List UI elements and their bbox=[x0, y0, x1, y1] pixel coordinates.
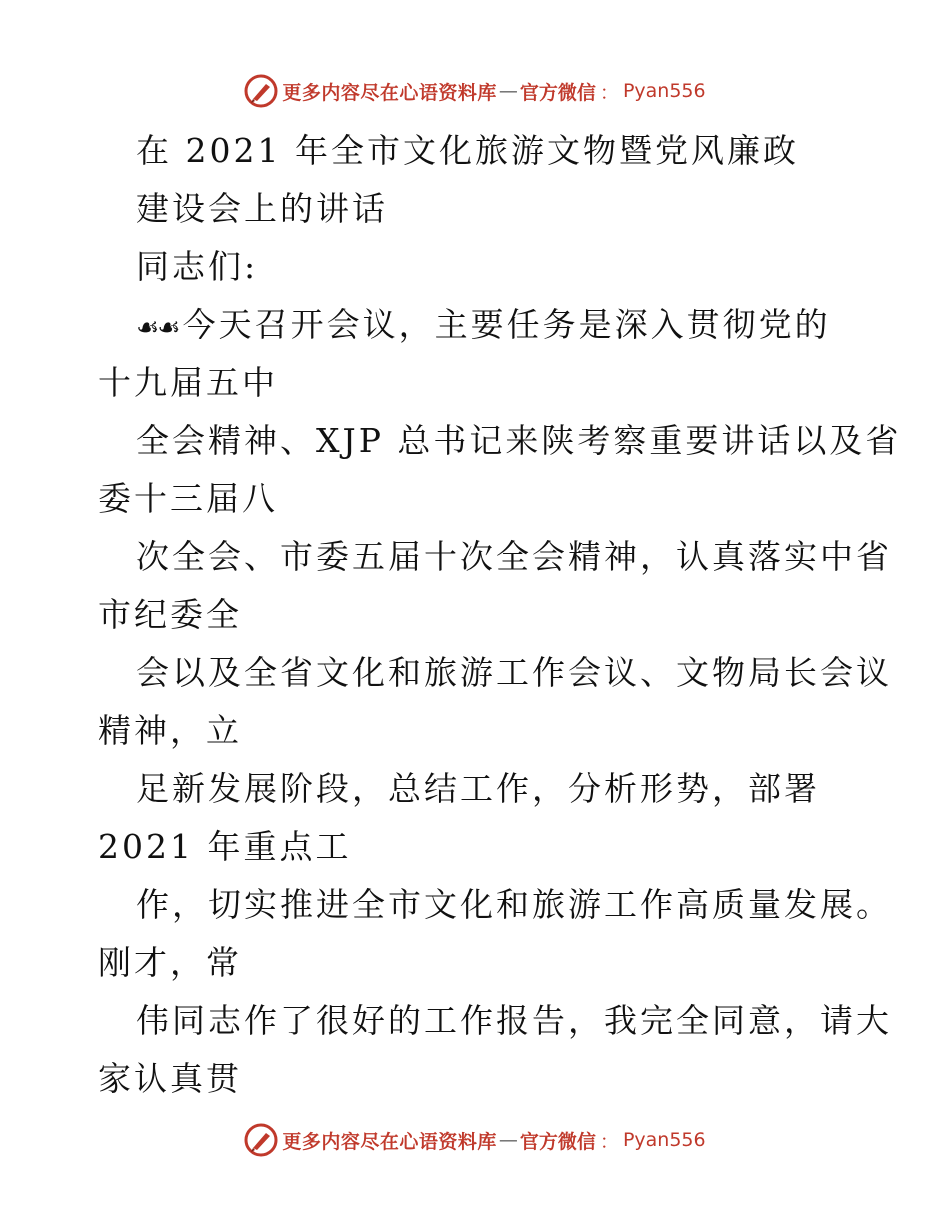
header-watermark-banner bbox=[0, 71, 950, 111]
banner-dash: — bbox=[498, 1129, 518, 1151]
footer-watermark-banner bbox=[0, 1120, 950, 1160]
banner-contact-label: 官方微信 bbox=[519, 1130, 596, 1153]
paragraph-line: 家认真贯 bbox=[98, 1059, 242, 1098]
paragraph-line: 伟同志作了很好的工作报告，我完全同意，请大 bbox=[136, 1001, 892, 1040]
banner-promo-text: 更多内容尽在心语资料库 bbox=[282, 81, 497, 104]
ornament-icon: ☙☙ bbox=[136, 313, 179, 343]
paragraph-line: 市纪委全 bbox=[98, 595, 242, 634]
banner-wechat-handle: Pyan556 bbox=[622, 80, 706, 102]
paragraph-line: 十九届五中 bbox=[98, 363, 278, 402]
paragraph-line bbox=[98, 296, 898, 354]
banner-promo-text: 更多内容尽在心语资料库 bbox=[282, 1130, 497, 1153]
banner-separator: ： bbox=[599, 1130, 619, 1153]
paragraph-line: 全会精神、XJP 总书记来陕考察重要讲话以及省 bbox=[136, 421, 902, 460]
paragraph-line: 2021 年重点工 bbox=[98, 827, 352, 866]
paragraph-line: 精神，立 bbox=[98, 711, 242, 750]
paragraph-line: 委十三届八 bbox=[98, 479, 278, 518]
title-line-2: 建设会上的讲话 bbox=[136, 189, 388, 228]
pen-logo-icon bbox=[244, 1123, 278, 1157]
banner-wechat-handle: Pyan556 bbox=[622, 1129, 706, 1151]
paragraph-line: 作，切实推进全市文化和旅游工作高质量发展。 bbox=[136, 885, 892, 924]
paragraph-line: 会以及全省文化和旅游工作会议、文物局长会议 bbox=[136, 653, 892, 692]
banner-dash: — bbox=[498, 80, 518, 102]
paragraph-line: 次全会、市委五届十次全会精神，认真落实中省 bbox=[136, 537, 892, 576]
title-line-1: 在 2021 年全市文化旅游文物暨党风廉政 bbox=[136, 131, 799, 170]
paragraph-line: 刚才，常 bbox=[98, 943, 242, 982]
banner-separator: ： bbox=[599, 81, 619, 104]
paragraph-line: 足新发展阶段，总结工作，分析形势，部署 bbox=[136, 769, 820, 808]
paragraph-text: 今天召开会议，主要任务是深入贯彻党的 bbox=[182, 305, 831, 344]
pen-logo-icon bbox=[244, 74, 278, 108]
document-body bbox=[98, 122, 902, 1108]
salutation: 同志们: bbox=[136, 247, 259, 286]
banner-contact-label: 官方微信 bbox=[519, 81, 596, 104]
